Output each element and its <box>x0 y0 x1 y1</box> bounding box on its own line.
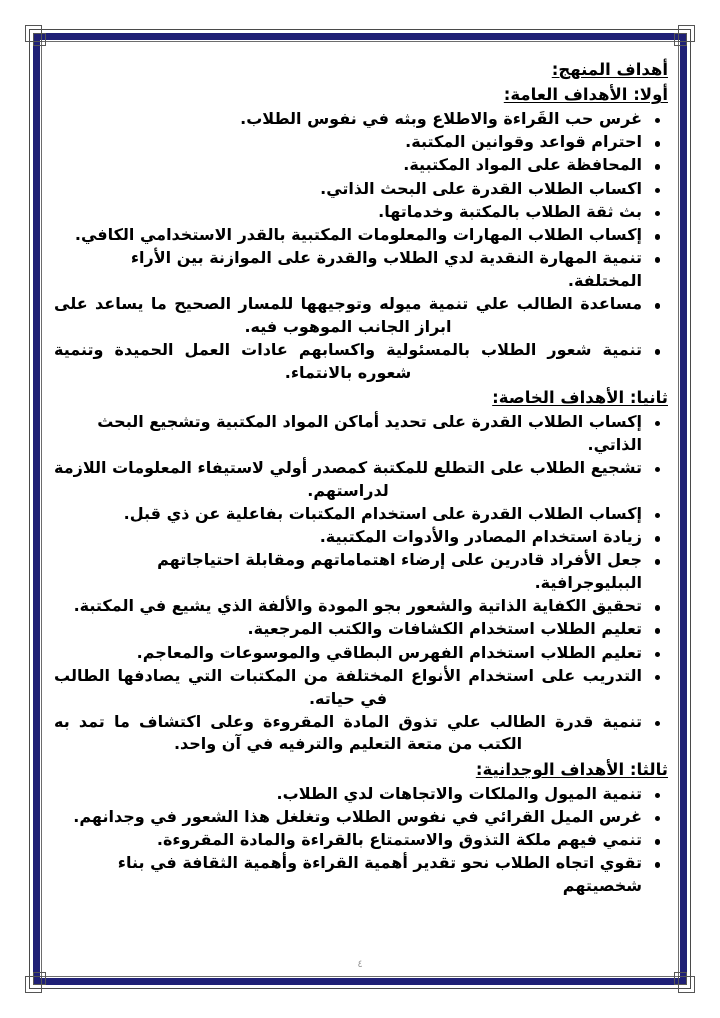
section-heading: ثانيا: الأهداف الخاصة: <box>492 388 668 408</box>
corner-mark-top-right <box>678 25 695 42</box>
list-item: مساعدة الطالب علي تنمية ميوله وتوجيهها للمسار الصحيح ما يساعد على ابراز الجانب الموهوب فيه. <box>52 293 668 338</box>
list-item: التدريب على استخدام الأنواع المختلفة من المكتبات التي يصادفها الطالب في حياته. <box>52 665 668 710</box>
list-item: تنمية المهارة النقدية لدي الطلاب والقدرة على الموازنة بين الأراء المختلفة. <box>52 247 668 292</box>
list-item: بث ثقة الطلاب بالمكتبة وخدماتها. <box>52 201 668 224</box>
objectives-section <box>52 386 668 756</box>
document-body <box>52 58 668 958</box>
list-item: إكساب الطلاب القدرة على استخدام المكتبات بفاعلية عن ذي قبل. <box>52 503 668 526</box>
sections-container <box>52 83 668 897</box>
list-item: تشجيع الطلاب على التطلع للمكتبة كمصدر أولي لاستيفاء المعلومات اللازمة لدراستهم. <box>52 457 668 502</box>
list-item: تقوي اتجاه الطلاب نحو تقدير أهمية القراءة وأهمية الثقافة في بناء شخصيتهم <box>52 852 668 897</box>
list-item: جعل الأفراد قادرين على إرضاء اهتماماتهم ومقابلة احتياجاتهم الببليوجرافية. <box>52 549 668 594</box>
objectives-list <box>52 783 668 898</box>
list-item: إكساب الطلاب القدرة على تحديد أماكن المواد المكتبية وتشجيع البحث الذاتي. <box>52 411 668 456</box>
objectives-section <box>52 83 668 384</box>
list-item: تنمي فيهم ملكة التذوق والاستمتاع بالقراءة والمادة المقروءة. <box>52 829 668 852</box>
corner-mark-inner-top-right <box>674 33 687 46</box>
corner-mark-inner-bottom-right <box>674 972 687 985</box>
section-heading: ثالثا: الأهداف الوجدانية: <box>475 760 668 780</box>
corner-mark-bottom-right <box>678 976 695 993</box>
list-item: إكساب الطلاب المهارات والمعلومات المكتبية بالقدر الاستخدامي الكافي. <box>52 224 668 247</box>
corner-mark-bottom-left <box>25 976 42 993</box>
objectives-list <box>52 411 668 756</box>
list-item: احترام قواعد وقوانين المكتبة. <box>52 131 668 154</box>
list-item: تنمية الميول والملكات والاتجاهات لدي الطلاب. <box>52 783 668 806</box>
list-item: تحقيق الكفاية الذاتية والشعور بجو المودة والألفة الذي يشيع في المكتبة. <box>52 595 668 618</box>
objectives-section <box>52 758 668 898</box>
corner-mark-inner-bottom-left <box>33 972 46 985</box>
list-item: غرس حب القَراءة والاطلاع وبثه في نفوس الطلاب. <box>52 108 668 131</box>
corner-mark-top-left <box>25 25 42 42</box>
list-item: غرس الميل القرائي في نفوس الطلاب وتغلغل هذا الشعور في وجدانهم. <box>52 806 668 829</box>
list-item: تعليم الطلاب استخدام الكشافات والكتب المرجعية. <box>52 618 668 641</box>
list-item: تنمية شعور الطلاب بالمسئولية واكسابهم عادات العمل الحميدة وتنمية شعوره بالانتماء. <box>52 339 668 384</box>
list-item: تنمية قدرة الطالب علي تذوق المادة المقروءة وعلى اكتشاف ما تمد به الكتب من متعة التعليم والترفيه في آن واحد. <box>52 711 668 756</box>
section-heading: أولا: الأهداف العامة: <box>503 85 668 105</box>
list-item: اكساب الطلاب القدرة على البحث الذاتي. <box>52 178 668 201</box>
list-item: تعليم الطلاب استخدام الفهرس البطاقي والموسوعات والمعاجم. <box>52 642 668 665</box>
corner-mark-inner-top-left <box>33 33 46 46</box>
page-title: أهداف المنهج: <box>551 60 668 79</box>
page-number: ٤ <box>357 959 363 970</box>
objectives-list <box>52 108 668 385</box>
list-item: المحافظة على المواد المكتبية. <box>52 154 668 177</box>
list-item: زيادة استخدام المصادر والأدوات المكتبية. <box>52 526 668 549</box>
